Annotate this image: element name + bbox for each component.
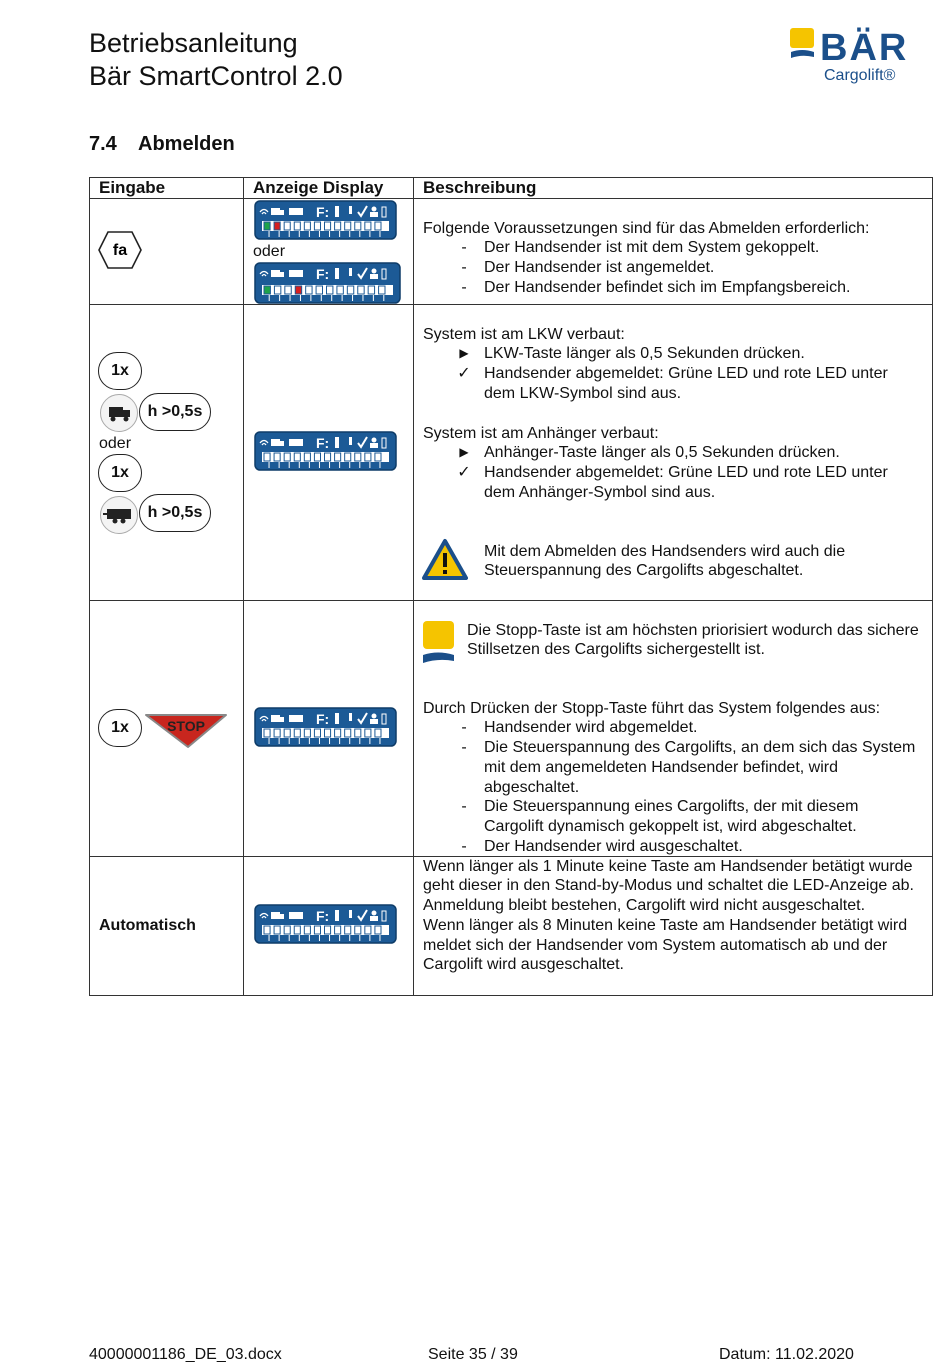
table-row	[90, 856, 933, 995]
list-item: - Der Handsender ist angemeldet.	[461, 259, 715, 277]
footer-doc-id: 40000001186_DE_03.docx	[89, 1346, 282, 1363]
input-cell	[90, 601, 243, 856]
key-hold-anhaenger: h >0,5s	[139, 494, 211, 532]
footer-page: Seite 35 / 39	[428, 1346, 518, 1363]
svg-text:F:: F:	[316, 434, 330, 451]
display-cell	[244, 601, 413, 856]
display-cell	[244, 199, 413, 304]
list-item: - Handsender wird abgemeldet.	[461, 719, 698, 737]
stop-actions	[423, 699, 920, 857]
key-hold-lkw: h >0,5s	[139, 393, 211, 431]
description-cell	[414, 857, 932, 975]
list-item: - Die Steuerspannung eines Cargolifts, der mit diesem Cargolift dynamisch gekoppelt ist, wird abgeschaltet.	[461, 798, 859, 835]
section-title: Abmelden	[138, 133, 235, 155]
svg-text:F:: F:	[316, 907, 330, 924]
baer-cargolift-logo	[788, 24, 938, 86]
list-item: ▶ LKW-Taste länger als 0,5 Sekunden drücken.	[459, 345, 805, 363]
list-item: - Die Steuerspannung des Cargolifts, an dem sich das System mit dem angemeldeten Handsender befindet, wird abgeschaltet.	[461, 739, 916, 796]
col-header-input: Eingabe	[90, 178, 244, 199]
input-cell	[90, 199, 243, 304]
list-item: - Der Handsender wird ausgeschaltet.	[461, 837, 743, 855]
col-header-description: Beschreibung	[414, 178, 933, 199]
list-item: ✓ Handsender abgemeldet: Grüne LED und rote LED unter dem LKW-Symbol sind aus.	[457, 365, 888, 402]
input-cell	[90, 305, 243, 600]
svg-text:F:: F:	[316, 203, 330, 220]
list-item: - Der Handsender ist mit dem System gekoppelt.	[461, 239, 820, 257]
anhaenger-steps	[423, 443, 920, 502]
display-all-off	[254, 707, 397, 747]
key-1x: 1x	[98, 352, 142, 390]
description-cell	[414, 305, 932, 600]
display-all-off	[254, 904, 397, 944]
header-title: Betriebsanleitung	[89, 28, 298, 58]
table-header-row	[90, 178, 933, 199]
key-1x: 1x	[98, 709, 142, 747]
stop-button	[144, 711, 228, 749]
input-oder-label: oder	[99, 434, 132, 452]
standby-text: Wenn länger als 1 Minute keine Taste am Handsender betätigt wurde geht dieser in den Stand-by-Modus und schaltet die LED-Anzeige ab. Anmeldung bleibt bestehen, Cargolift wird nicht ausgeschaltet.	[423, 857, 914, 915]
lkw-steps	[423, 344, 920, 403]
svg-text:F:: F:	[316, 710, 330, 727]
section-heading	[89, 133, 235, 156]
anhaenger-title: System ist am Anhänger verbaut:	[423, 424, 659, 442]
header-subtitle: Bär SmartControl 2.0	[89, 61, 343, 91]
document-header	[89, 27, 343, 93]
prerequisites-intro: Folgende Voraussetzungen sind für das Abmelden erforderlich:	[423, 219, 870, 237]
display-led-lkw	[254, 200, 397, 240]
logo-brand: BÄR	[820, 27, 909, 69]
display-all-off	[254, 431, 397, 471]
display-cell	[244, 305, 413, 600]
col-header-display: Anzeige Display	[244, 178, 414, 199]
warning-text: Mit dem Abmelden des Handsenders wird auch die Steuerspannung des Cargolifts abgeschaltet.	[484, 542, 846, 580]
prerequisites-list	[423, 238, 920, 297]
table-row	[90, 304, 933, 600]
cargolift-brand-icon	[422, 620, 456, 664]
auto-logout-text: Wenn länger als 8 Minuten keine Taste am Handsender betätigt wird meldet sich der Handsender vom System automatisch ab und der Cargolift wird ausgeschaltet.	[423, 916, 908, 974]
table-row	[90, 600, 933, 856]
list-item: - Der Handsender befindet sich im Empfangsbereich.	[461, 278, 851, 296]
list-item: ✓ Handsender abgemeldet: Grüne LED und rote LED unter dem Anhänger-Symbol sind aus.	[457, 463, 888, 501]
table-row	[90, 198, 933, 304]
display-cell	[244, 857, 413, 995]
logo-sub: Cargolift®	[824, 67, 896, 84]
stop-intro: Durch Drücken der Stopp-Taste führt das System folgendes aus:	[423, 699, 881, 717]
footer-date: Datum: 11.02.2020	[719, 1346, 854, 1363]
warning-icon	[422, 538, 468, 580]
stop-label: STOP	[167, 717, 205, 734]
stop-actions-list	[423, 718, 920, 856]
section-number: 7.4	[89, 133, 117, 155]
fa-key-hexagon	[97, 230, 143, 270]
lkw-title: System ist am LKW verbaut:	[423, 325, 625, 343]
display-led-anhaenger	[254, 262, 401, 304]
list-item: ▶ Anhänger-Taste länger als 0,5 Sekunden drücken.	[459, 444, 840, 462]
automatic-label: Automatisch	[99, 916, 196, 934]
description-cell	[414, 199, 932, 298]
stop-priority-note: Die Stopp-Taste ist am höchsten priorisiert wodurch das sichere Stillsetzen des Cargolifts sichergestellt ist.	[467, 621, 919, 659]
lkw-button-icon	[100, 394, 138, 432]
anhaenger-button-icon	[100, 496, 138, 534]
fa-key-label: fa	[112, 241, 128, 259]
display-oder-label: oder	[253, 242, 286, 260]
key-1x: 1x	[98, 454, 142, 492]
svg-text:F:: F:	[316, 265, 330, 282]
description-cell	[414, 601, 932, 856]
logout-table	[89, 177, 933, 996]
